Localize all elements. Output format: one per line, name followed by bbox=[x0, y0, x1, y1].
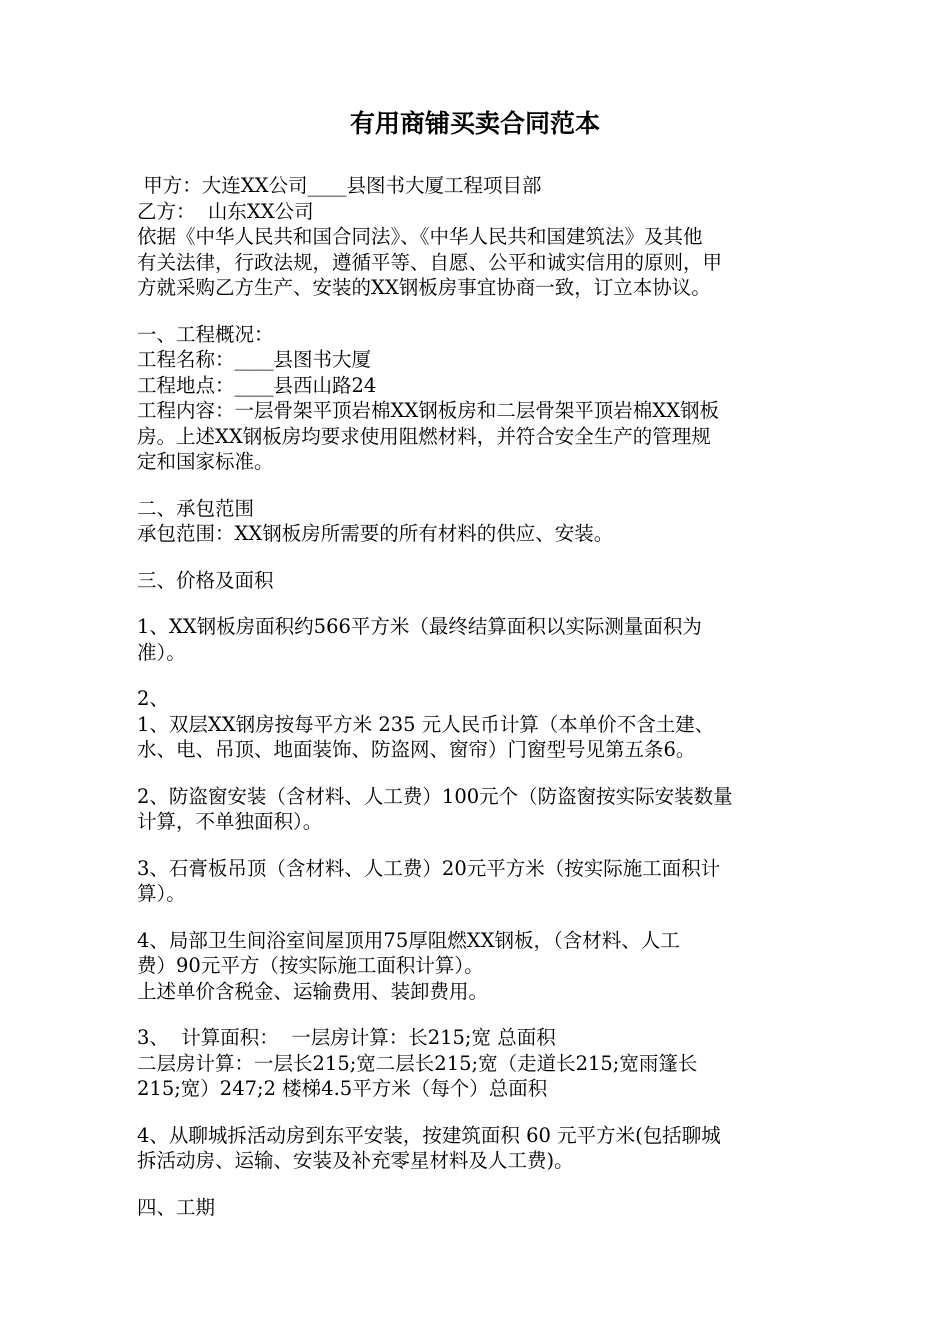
text-line: 准）。 bbox=[137, 640, 186, 664]
blank-line bbox=[137, 301, 817, 322]
text-line: 房。上述XX钢板房均要求使用阻燃材料，并符合安全生产的管理规 bbox=[137, 424, 711, 448]
text-line: 拆活动房、运输、安装及补充零星材料及人工费)。 bbox=[137, 1149, 574, 1172]
text-line: 4、从聊城拆活动房到东平安装，按建筑面积 60 元平方米(包括聊城 bbox=[137, 1123, 721, 1147]
text-line: 二层房计算：一层长215;宽二层长215;宽（走道长215;宽雨篷长 bbox=[137, 1051, 698, 1075]
text-line: 定和国家标准。 bbox=[137, 450, 274, 473]
document-body bbox=[137, 173, 817, 1220]
blank-line bbox=[137, 665, 817, 686]
text-line: 一、工程概况： bbox=[137, 322, 274, 346]
text-line: 三、价格及面积 bbox=[137, 568, 274, 592]
text-line: 四、工期 bbox=[137, 1195, 216, 1219]
text-line: 水、电、吊顶、地面装饰、防盗网、窗帘）门窗型号见第五条6。 bbox=[137, 738, 696, 761]
text-line: 1、双层XX钢房按每平方米 235 元人民币计算（本单价不含土建、 bbox=[137, 712, 715, 736]
text-line: 依据《中华人民共和国合同法》、《中华人民共和国建筑法》及其他 bbox=[137, 225, 703, 248]
text-line: 上述单价含税金、运输费用、装卸费用。 bbox=[137, 979, 489, 1003]
blank-line bbox=[137, 1004, 817, 1025]
text-line: 甲方：大连XX公司____县图书大厦工程项目部 bbox=[137, 174, 542, 197]
blank-line bbox=[137, 763, 817, 784]
document-title: 有用商铺买卖合同范本 bbox=[349, 109, 600, 138]
blank-line bbox=[137, 907, 817, 928]
text-line: 方就采购乙方生产、安装的XX钢板房事宜协商一致，订立本协议。 bbox=[137, 276, 711, 299]
blank-line bbox=[137, 475, 817, 496]
blank-line bbox=[137, 1174, 817, 1195]
blank-line bbox=[137, 835, 817, 856]
text-line: 工程名称：____县图书大厦 bbox=[137, 348, 372, 371]
blank-line bbox=[137, 1102, 817, 1123]
text-line: 乙方： 山东XX公司 bbox=[137, 199, 314, 223]
text-line: 二、承包范围 bbox=[137, 496, 255, 520]
text-line: 3、石膏板吊顶（含材料、人工费）20元平方米（按实际施工面积计 bbox=[137, 856, 721, 880]
text-line: 工程地点：____县西山路24 bbox=[137, 373, 377, 397]
text-line: 承包范围：XX钢板房所需要的所有材料的供应、安装。 bbox=[137, 522, 614, 545]
text-line: 费）90元平方（按实际施工面积计算）。 bbox=[137, 954, 484, 977]
text-line: 3、 计算面积： 一层房计算：长215;宽 总面积 bbox=[137, 1026, 556, 1049]
blank-line bbox=[137, 547, 817, 568]
text-line: 算）。 bbox=[137, 882, 186, 905]
text-line: 2、 bbox=[137, 687, 169, 710]
text-line: 有关法律，行政法规，遵循平等、自愿、公平和诚实信用的原则，甲 bbox=[137, 250, 723, 274]
text-line: 4、局部卫生间浴室间屋顶用75厚阻燃XX钢板，（含材料、人工 bbox=[137, 928, 680, 952]
blank-line bbox=[137, 593, 817, 614]
text-line: 1、XX钢板房面积约566平方米（最终结算面积以实际测量面积为 bbox=[137, 615, 702, 638]
text-line: 工程内容：一层骨架平顶岩棉XX钢板房和二层骨架平顶岩棉XX钢板 bbox=[137, 399, 720, 422]
text-line: 215;宽）247;2 楼梯4.5平方米（每个）总面积 bbox=[137, 1077, 548, 1100]
text-line: 计算，不单独面积）。 bbox=[137, 810, 323, 833]
text-line: 2、防盗窗安装（含材料、人工费）100元个（防盗窗按实际安装数量 bbox=[137, 784, 733, 808]
